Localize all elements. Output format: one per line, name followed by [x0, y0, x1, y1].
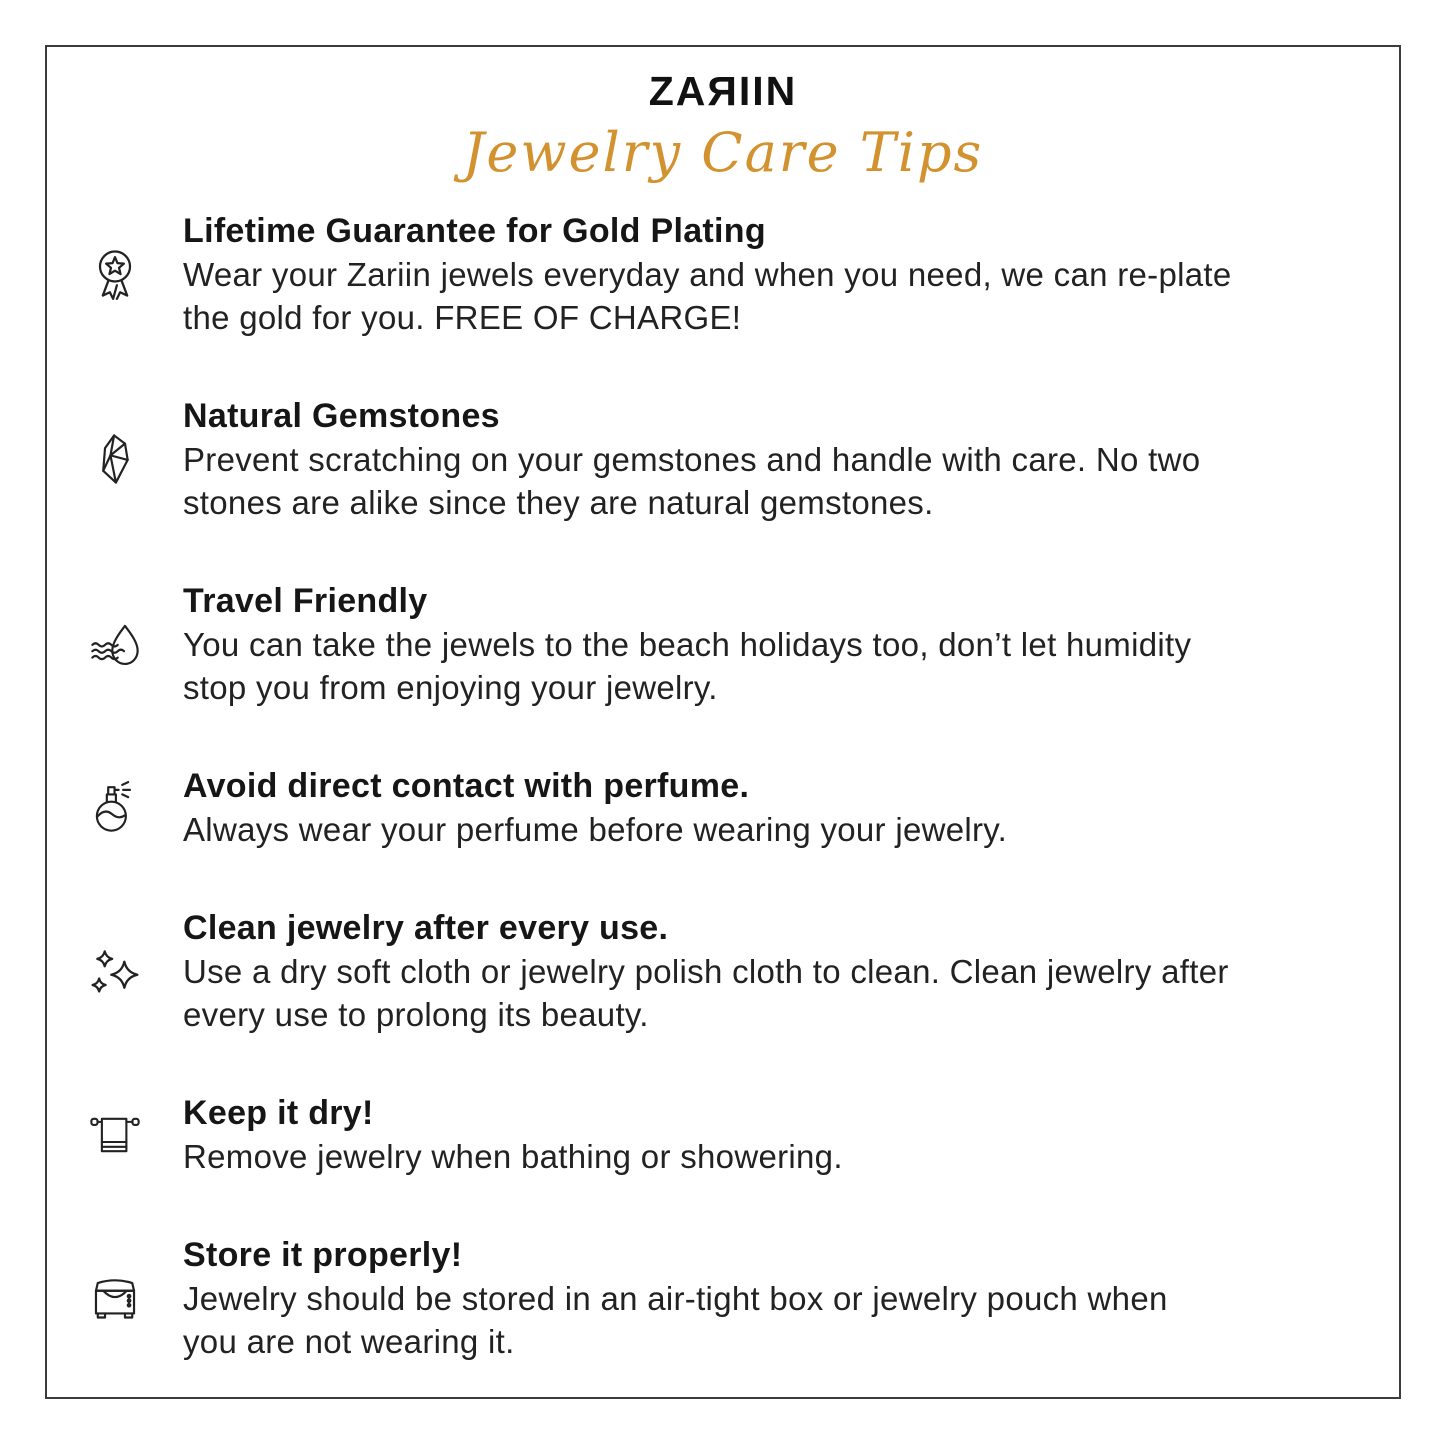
tip-body-line: you are not wearing it.	[183, 1323, 515, 1360]
tip-text	[183, 394, 1399, 524]
tip-avoid-perfume	[47, 764, 1399, 851]
tip-body-line: stones are alike since they are natural gemstones.	[183, 484, 934, 521]
tip-travel-friendly	[47, 579, 1399, 709]
tip-text	[183, 1091, 1399, 1178]
water-drop-waves-icon	[47, 615, 183, 673]
tip-body-line: Remove jewelry when bathing or showering.	[183, 1138, 843, 1175]
tips-list	[47, 209, 1399, 1363]
tip-lifetime-guarantee	[47, 209, 1399, 339]
tip-body-line: every use to prolong its beauty.	[183, 996, 649, 1033]
tip-body-line: stop you from enjoying your jewelry.	[183, 669, 718, 706]
tip-text	[183, 906, 1399, 1036]
tip-body-line: You can take the jewels to the beach holidays too, don’t let humidity	[183, 626, 1192, 663]
jewelry-box-icon	[47, 1271, 183, 1325]
tip-body-line: the gold for you. FREE OF CHARGE!	[183, 299, 742, 336]
tip-title: Travel Friendly	[183, 582, 428, 620]
tip-body-line: Always wear your perfume before wearing your jewelry.	[183, 811, 1008, 848]
card-frame	[45, 45, 1401, 1399]
tip-title: Lifetime Guarantee for Gold Plating	[183, 212, 766, 250]
tip-title: Natural Gemstones	[183, 397, 500, 435]
tip-body-line: Wear your Zariin jewels everyday and when you need, we can re-plate	[183, 256, 1232, 293]
card-header	[47, 67, 1399, 189]
tip-body-line: Prevent scratching on your gemstones and handle with care. No two	[183, 441, 1201, 478]
tip-text	[183, 209, 1399, 339]
tip-title: Store it properly!	[183, 1236, 463, 1274]
tip-store-properly	[47, 1233, 1399, 1363]
brand-logo: ZAЯIIN	[648, 68, 798, 114]
page-title: Jewelry Care Tips	[462, 121, 984, 184]
tip-clean-after-use	[47, 906, 1399, 1036]
tip-body-line: Use a dry soft cloth or jewelry polish cloth to clean. Clean jewelry after	[183, 953, 1229, 990]
tip-title: Clean jewelry after every use.	[183, 909, 669, 947]
sparkles-icon	[47, 945, 183, 997]
tip-text	[183, 1233, 1399, 1363]
tip-body-line: Jewelry should be stored in an air-tight box or jewelry pouch when	[183, 1280, 1168, 1317]
tip-text	[183, 764, 1399, 851]
tip-natural-gemstones	[47, 394, 1399, 524]
perfume-bottle-icon	[47, 776, 183, 840]
tip-title: Avoid direct contact with perfume.	[183, 767, 750, 805]
towel-icon	[47, 1108, 183, 1162]
award-ribbon-icon	[47, 243, 183, 305]
gemstone-icon	[47, 428, 183, 490]
tip-keep-it-dry	[47, 1091, 1399, 1178]
tip-text	[183, 579, 1399, 709]
tip-title: Keep it dry!	[183, 1094, 374, 1132]
